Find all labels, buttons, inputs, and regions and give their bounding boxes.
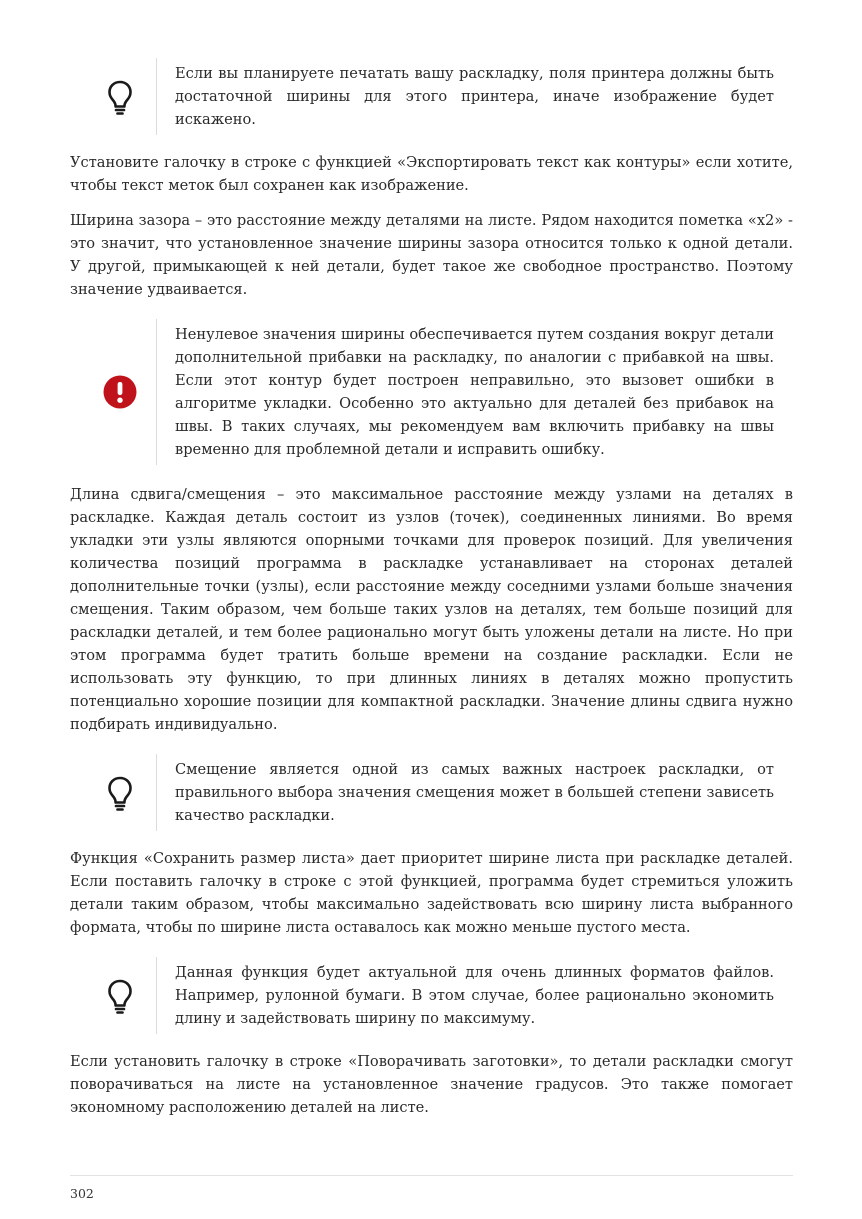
lightbulb-icon [107, 79, 133, 115]
tip-icon-cell [84, 775, 156, 811]
warning-text: Ненулевое значения ширины обеспечивается путем создания вокруг детали дополнительной прибавки на раскладку, по аналогии с прибавкой на швы. Если этот контур будет построен неправильно, это вызовет ошибки в алгоритме укладки. Особенно это актуально для деталей без прибавок на швы. В таких случаях, мы рекомендуем вам включить прибавку на швы временно для проблемной детали и исправить ошибку. [175, 326, 774, 458]
lightbulb-icon [107, 775, 133, 811]
tip-text: Смещение является одной из самых важных настроек раскладки, от правильного выбора значения смещения может в большей степени зависеть качество раскладки. [175, 761, 774, 824]
paragraph: Если установить галочку в строке «Поворачивать заготовки», то детали раскладки смогут поворачиваться на листе на установленное значение градусов. Это также помогает экономному расположению деталей на листе. [70, 1053, 793, 1116]
tip-callout [84, 957, 774, 1034]
tip-icon-cell [84, 79, 156, 115]
warning-callout [84, 319, 774, 465]
paragraph: Функция «Сохранить размер листа» дает приоритет ширине листа при раскладке деталей. Если поставить галочку в строке с этой функцией, программа будет стремиться уложить детали таким образом, чтобы максимально задействовать всю ширину листа выбранного формата, чтобы по ширине листа оставалось как можно меньше пустого места. [70, 850, 793, 936]
lightbulb-icon [107, 978, 133, 1014]
tip-callout [84, 754, 774, 831]
exclamation-circle-icon [103, 375, 137, 409]
page-footer [70, 1175, 793, 1201]
page-number: 302 [70, 1186, 94, 1201]
warning-icon-cell [84, 375, 156, 409]
paragraph: Длина сдвига/смещения – это максимальное расстояние между узлами на деталях в раскладке. Каждая деталь состоит из узлов (точек), соединенных линиями. Во время укладки эти узлы являются опорными точками для проверок позиций. Для увеличения количества позиций программа в раскладке устанавливает на сторонах деталей дополнительные точки (узлы), если расстояние между соседними узлами больше значения смещения. Таким образом, чем больше таких узлов на деталях, тем больше позиций для раскладки деталей, и тем более рационально могут быть уложены детали на листе. Но при этом программа будет тратить больше времени на создание раскладки. Если не использовать эту функцию, то при длинных линиях в деталях можно пропустить потенциально хорошие позиции для компактной раскладки. Значение длины сдвига нужно подбирать индивидуально. [70, 486, 793, 733]
tip-text: Если вы планируете печатать вашу раскладку, поля принтера должны быть достаточной ширины для этого принтера, иначе изображение будет искажено. [175, 65, 774, 128]
paragraph: Установите галочку в строке с функцией «Экспортировать текст как контуры» если хотите, чтобы текст меток был сохранен как изображение. [70, 154, 793, 194]
tip-text: Данная функция будет актуальной для очень длинных форматов файлов. Например, рулонной бумаги. В этом случае, более рационально экономить длину и задействовать ширину по максимуму. [175, 964, 774, 1027]
warning-text-cell [156, 319, 774, 465]
tip-icon-cell [84, 978, 156, 1014]
tip-callout [84, 58, 774, 135]
tip-text-cell [156, 957, 774, 1034]
tip-text-cell [156, 754, 774, 831]
tip-text-cell [156, 58, 774, 135]
paragraph: Ширина зазора – это расстояние между деталями на листе. Рядом находится пометка «x2» - это значит, что установленное значение ширины зазора относится только к одной детали. У другой, примыкающей к ней детали, будет такое же свободное пространство. Поэтому значение удваивается. [70, 212, 793, 298]
page-content [70, 50, 793, 1119]
